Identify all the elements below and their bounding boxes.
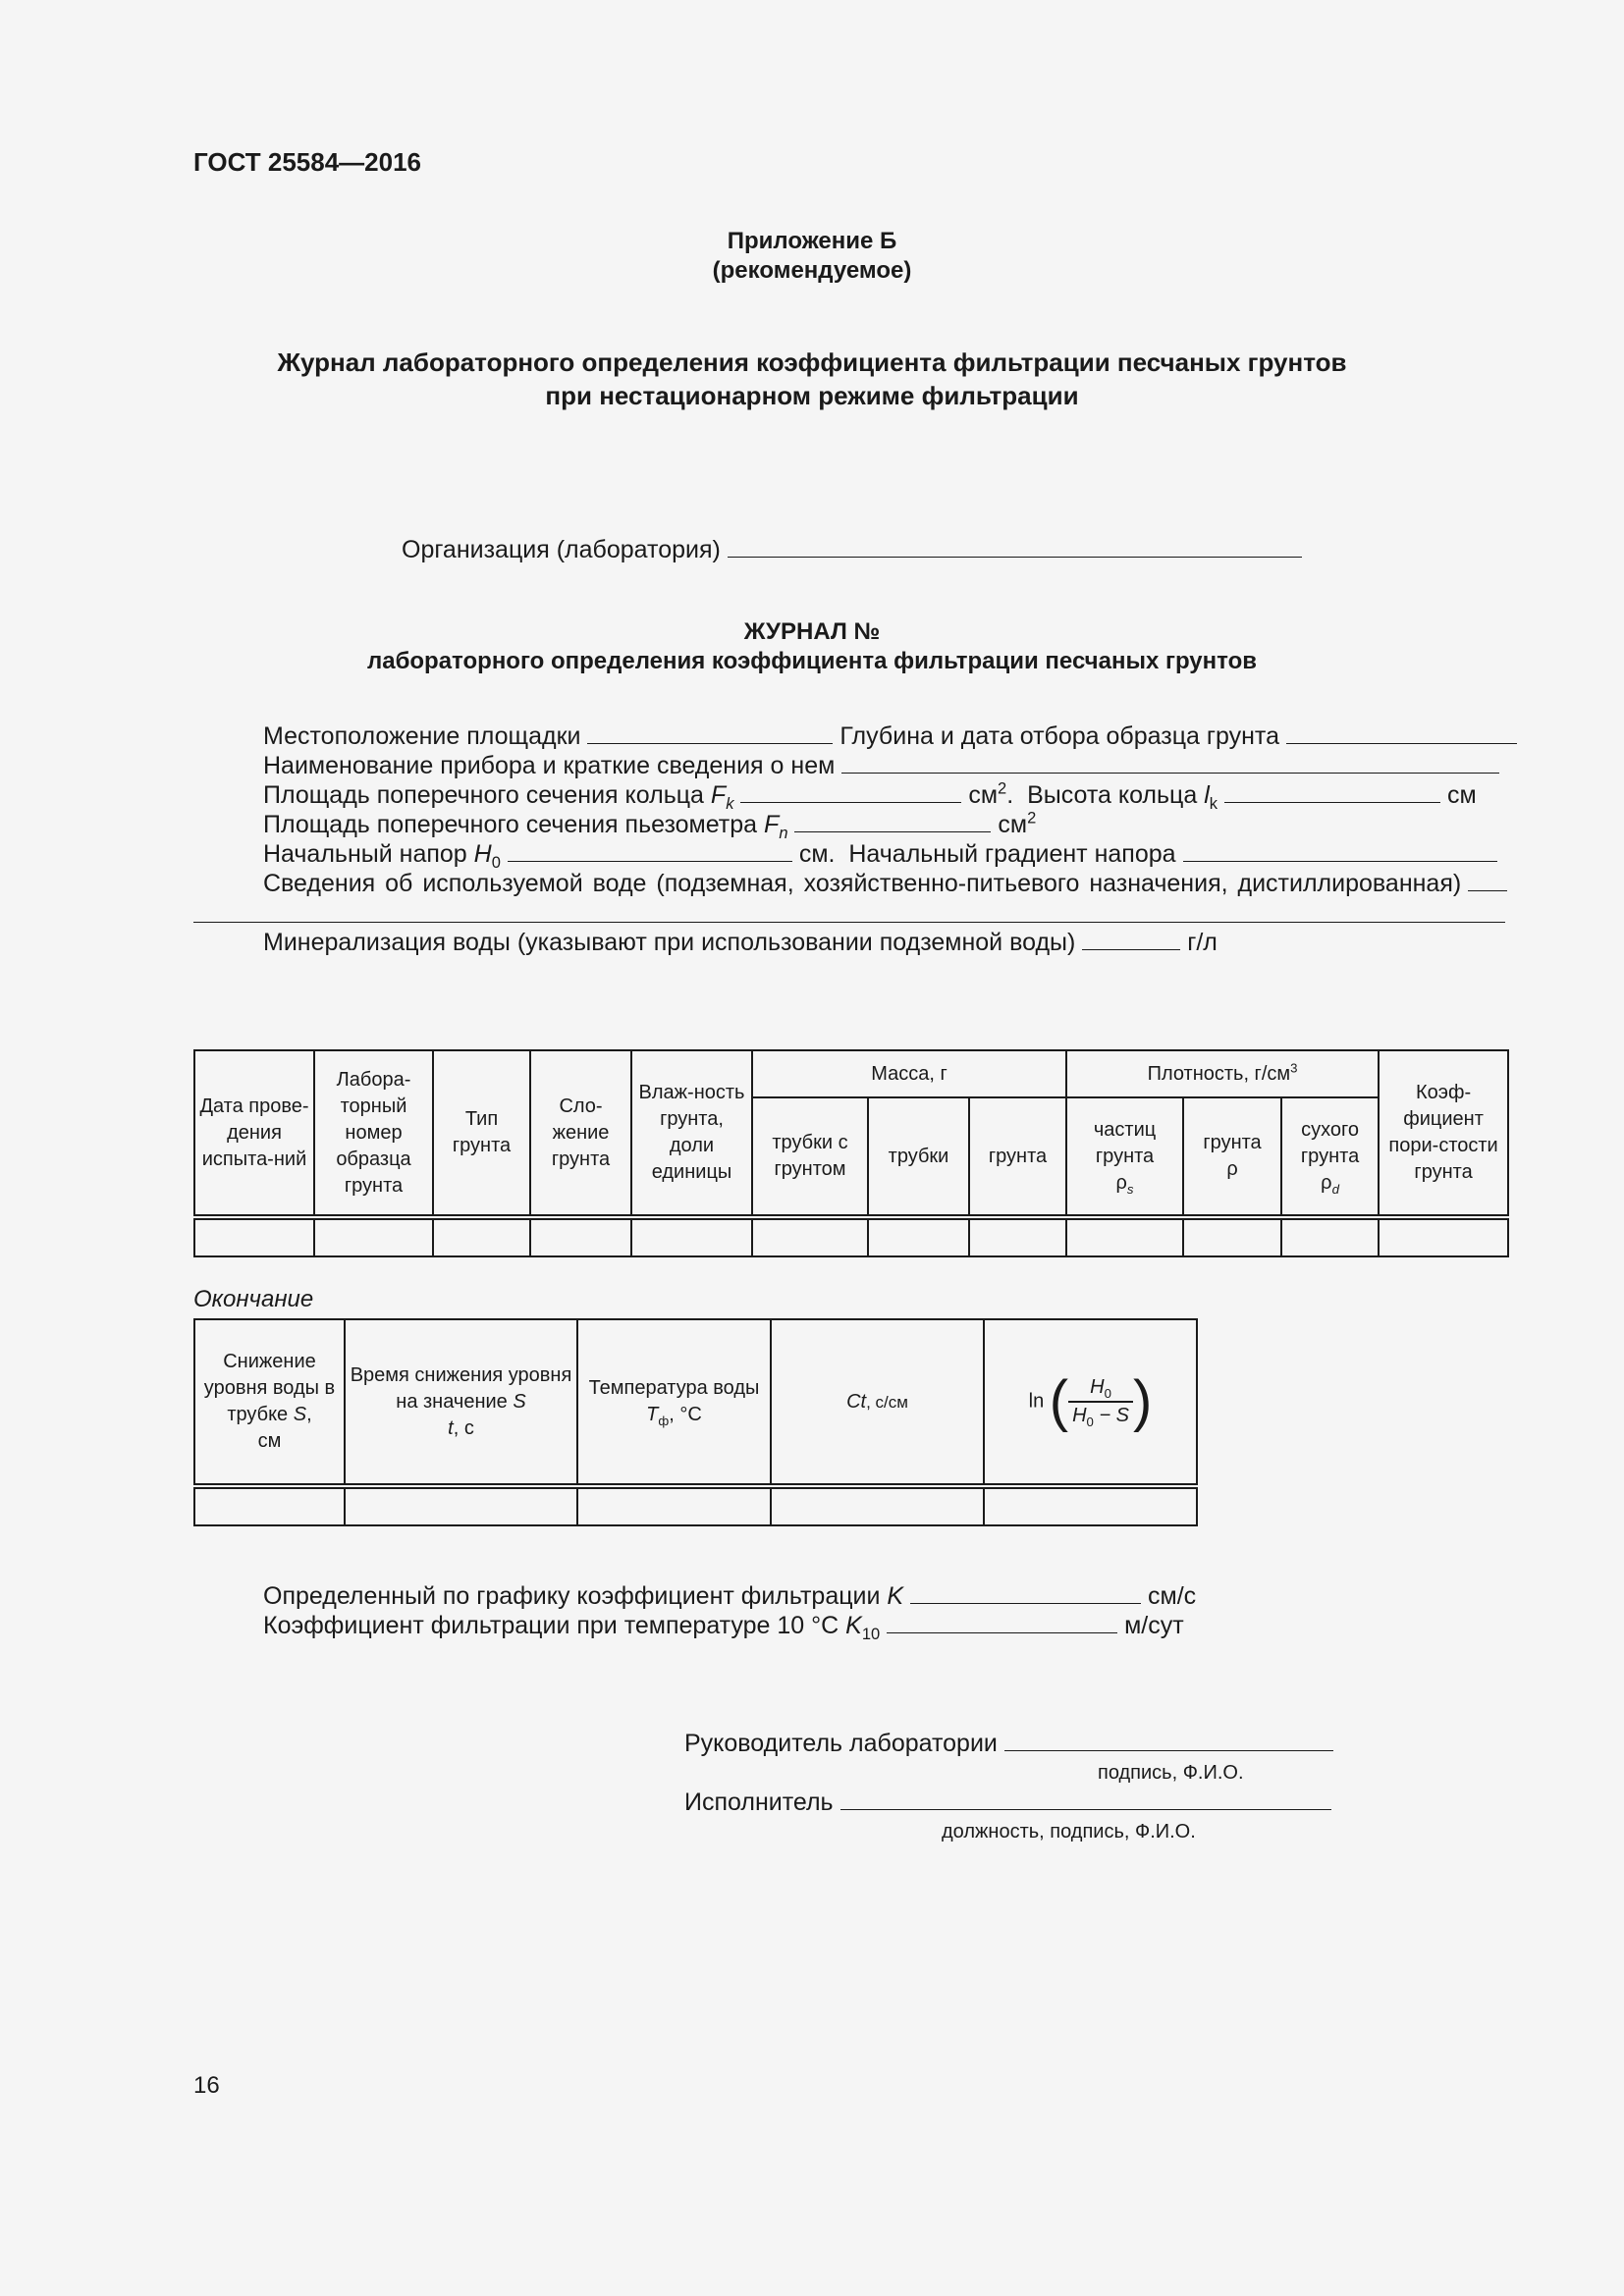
journal-title: ЖУРНАЛ № <box>743 618 881 645</box>
head-signature-field[interactable] <box>1004 1731 1333 1751</box>
piezo-area-subscript: n <box>779 825 788 842</box>
mineral-label: Минерализация воды (указывают при использовании подземной воды) <box>263 929 1076 956</box>
density-dry-symbol: ρ <box>1321 1171 1332 1194</box>
density-particles-subscript: s <box>1126 1181 1134 1197</box>
k10-symbol: K <box>845 1612 862 1639</box>
col-ct-header <box>771 1319 984 1486</box>
ct-unit: , с/см <box>866 1392 908 1412</box>
density-dry-label: сухого грунта <box>1300 1118 1360 1167</box>
col-porosity-header: Коэф-фициент пори-стости грунта <box>1379 1050 1508 1217</box>
ring-height-field[interactable] <box>1224 782 1440 803</box>
col-ln-header <box>984 1319 1197 1486</box>
piezo-area-field[interactable] <box>794 812 991 832</box>
head-signature-label: Руководитель лаборатории <box>684 1730 998 1757</box>
ln-label: ln <box>1028 1390 1045 1413</box>
ring-height-subscript: k <box>1209 795 1218 813</box>
k-graph-symbol: K <box>887 1582 904 1610</box>
col-mass-soil: грунта <box>969 1097 1066 1217</box>
journal-subtitle: лабораторного определения коэффициента фильтрации песчаных грунтов <box>366 648 1258 674</box>
piezo-row: Площадь поперечного сечения пьезометра $F_n$ $см^2$ <box>263 809 1037 842</box>
mass-group-header: Масса, г <box>752 1050 1066 1097</box>
col-lab-number-header: Лабора-торный номер образца грунта <box>314 1050 433 1217</box>
head-signature-row <box>684 1730 1333 1758</box>
standard-number: ГОСТ 25584—2016 <box>193 147 421 177</box>
table-cell[interactable] <box>631 1217 752 1256</box>
col-moisture-header: Влаж-ность грунта, доли единицы <box>631 1050 752 1217</box>
organization-row <box>402 536 1302 564</box>
ring-area-field[interactable] <box>740 782 961 803</box>
drop-time-label: Время снижения уровня на значение <box>350 1363 572 1413</box>
k10-label: Коэффициент фильтрации при температуре 10 °С <box>263 1612 839 1639</box>
density-group-header: Плотность, $г/см^3$ <box>1066 1050 1379 1097</box>
table-cell[interactable] <box>314 1217 433 1256</box>
left-paren: ( <box>1049 1369 1069 1433</box>
device-field[interactable] <box>841 753 1499 774</box>
device-row <box>263 752 1499 780</box>
table-cell[interactable] <box>194 1486 345 1525</box>
k-graph-row <box>263 1582 1196 1611</box>
col-date-header: Дата прове-дения испыта-ний <box>194 1050 314 1217</box>
location-label: Местоположение площадки <box>263 722 581 750</box>
ln-fraction <box>1068 1374 1133 1429</box>
ring-height-label: Высота кольца <box>1027 781 1198 809</box>
continuation-table <box>193 1318 1198 1526</box>
executor-signature-caption: должность, подпись, Ф.И.О. <box>942 1821 1196 1842</box>
main-title-line2: при нестационарном режиме фильтрации <box>545 381 1079 410</box>
table-cell[interactable] <box>771 1486 984 1525</box>
table-row <box>194 1486 1197 1525</box>
ring-area-symbol: F <box>710 781 727 809</box>
k10-field[interactable] <box>887 1613 1117 1633</box>
table-cell[interactable] <box>1066 1217 1183 1256</box>
table-cell[interactable] <box>969 1217 1066 1256</box>
k-graph-field[interactable] <box>910 1583 1141 1604</box>
water-field[interactable] <box>1468 871 1507 891</box>
ln-numerator: $H_0$ <box>1068 1374 1133 1403</box>
right-paren: ) <box>1133 1369 1153 1433</box>
head-field[interactable] <box>508 841 792 862</box>
col-density-dry <box>1281 1097 1379 1217</box>
head-label: Начальный напор <box>263 840 467 868</box>
water-temp-subscript: ф <box>658 1414 670 1428</box>
gradient-label: Начальный градиент напора <box>848 840 1176 868</box>
k-graph-unit: см/с <box>1148 1582 1197 1610</box>
head-symbol: H <box>473 840 492 868</box>
head-row <box>263 840 1497 872</box>
water-field-continuation[interactable] <box>193 922 1505 923</box>
mineral-field[interactable] <box>1082 930 1180 950</box>
k10-subscript: 10 <box>861 1626 881 1643</box>
density-dry-subscript: d <box>1331 1181 1339 1197</box>
k-graph-label: Определенный по графику коэффициент фильтрации <box>263 1582 881 1610</box>
k10-row <box>263 1612 1184 1643</box>
device-label: Наименование прибора и краткие сведения о нем <box>263 752 836 779</box>
executor-signature-label: Исполнитель <box>684 1789 834 1816</box>
ring-area-unit: см <box>968 781 999 809</box>
appendix-title: Приложение Б <box>727 228 897 254</box>
head-subscript: 0 <box>491 854 501 872</box>
piezo-area-symbol: F <box>764 811 780 838</box>
table-cell[interactable] <box>345 1486 577 1525</box>
executor-signature-field[interactable] <box>840 1789 1331 1810</box>
piezo-area-label: Площадь поперечного сечения пьезометра <box>263 811 758 838</box>
density-soil-symbol: ρ <box>1226 1158 1238 1180</box>
appendix-type: (рекомендуемое) <box>712 257 912 284</box>
col-drop-time-header: Время снижения уровня на значение S t, с <box>345 1319 577 1486</box>
depth-date-field[interactable] <box>1286 723 1517 744</box>
col-water-temp-header: Температура воды $T_ф$, °C <box>577 1319 771 1486</box>
level-drop-unit: см <box>257 1430 282 1452</box>
table-cell[interactable] <box>868 1217 969 1256</box>
water-temp-label: Температура воды <box>588 1377 760 1399</box>
level-drop-symbol: S <box>293 1404 307 1425</box>
gradient-field[interactable] <box>1183 841 1497 862</box>
organization-field[interactable] <box>728 537 1302 558</box>
mineral-row <box>263 929 1218 957</box>
drop-time-symbol: S <box>513 1390 526 1413</box>
ring-row: Площадь поперечного сечения кольца $F_k$ $см^2$. Высота кольца $l_k$ см <box>263 779 1477 813</box>
table-cell[interactable] <box>984 1486 1197 1525</box>
col-density-particles <box>1066 1097 1183 1217</box>
ct-symbol: Ct <box>846 1390 867 1413</box>
head-unit: см. <box>798 840 836 868</box>
table-cell[interactable] <box>1379 1217 1508 1256</box>
piezo-area-unit: см <box>998 811 1028 838</box>
drop-time-unit: с <box>463 1416 474 1439</box>
water-temp-symbol: T <box>646 1404 659 1425</box>
level-drop-label: Снижение уровня воды в трубке <box>203 1351 336 1425</box>
col-level-drop-header: Снижение уровня воды в трубке S, см <box>194 1319 345 1486</box>
continuation-label: Окончание <box>193 1286 314 1312</box>
table-cell[interactable] <box>752 1217 868 1256</box>
table-cell[interactable] <box>433 1217 530 1256</box>
head-signature-caption: подпись, Ф.И.О. <box>1098 1762 1244 1784</box>
table-cell[interactable] <box>194 1217 314 1256</box>
ring-area-label: Площадь поперечного сечения кольца <box>263 781 704 809</box>
table-cell[interactable] <box>530 1217 631 1256</box>
ring-height-unit: см <box>1446 781 1477 809</box>
ring-area-subscript: k <box>726 795 734 813</box>
k10-unit: м/сут <box>1124 1612 1184 1639</box>
col-density-soil <box>1183 1097 1281 1217</box>
table-cell[interactable] <box>1183 1217 1281 1256</box>
main-title-line1: Журнал лабораторного определения коэффициента фильтрации песчаных грунтов <box>277 347 1347 377</box>
page-number: 16 <box>193 2072 220 2099</box>
mineral-unit: г/л <box>1187 929 1218 956</box>
organization-label: Организация (лаборатория) <box>402 536 721 563</box>
density-group-label: Плотность, г/см <box>1147 1062 1291 1085</box>
table-cell[interactable] <box>1281 1217 1379 1256</box>
location-row <box>263 722 1517 751</box>
density-particles-label: частиц грунта <box>1093 1118 1157 1167</box>
water-row <box>263 870 1507 898</box>
table-cell[interactable] <box>577 1486 771 1525</box>
col-composition-header: Сло-жение грунта <box>530 1050 631 1217</box>
main-table <box>193 1049 1509 1257</box>
location-field[interactable] <box>587 723 833 744</box>
ring-height-symbol: l <box>1204 781 1210 809</box>
depth-date-label: Глубина и дата отбора образца грунта <box>839 722 1280 750</box>
density-particles-symbol: ρ <box>1115 1171 1127 1194</box>
col-mass-tube-soil: трубки с грунтом <box>752 1097 868 1217</box>
water-temp-unit: °C <box>679 1404 702 1425</box>
water-label: Сведения об используемой воде (подземная, хозяйственно-питьевого назначения, дистиллированная) <box>263 870 1462 897</box>
table-row <box>194 1217 1508 1256</box>
executor-signature-row <box>684 1789 1331 1817</box>
drop-time-t: t <box>448 1416 454 1439</box>
col-soil-type-header: Тип грунта <box>433 1050 530 1217</box>
ln-denominator: $H_0 - S$ <box>1072 1405 1130 1429</box>
col-mass-tube: трубки <box>868 1097 969 1217</box>
density-soil-label: грунта <box>1203 1132 1262 1153</box>
